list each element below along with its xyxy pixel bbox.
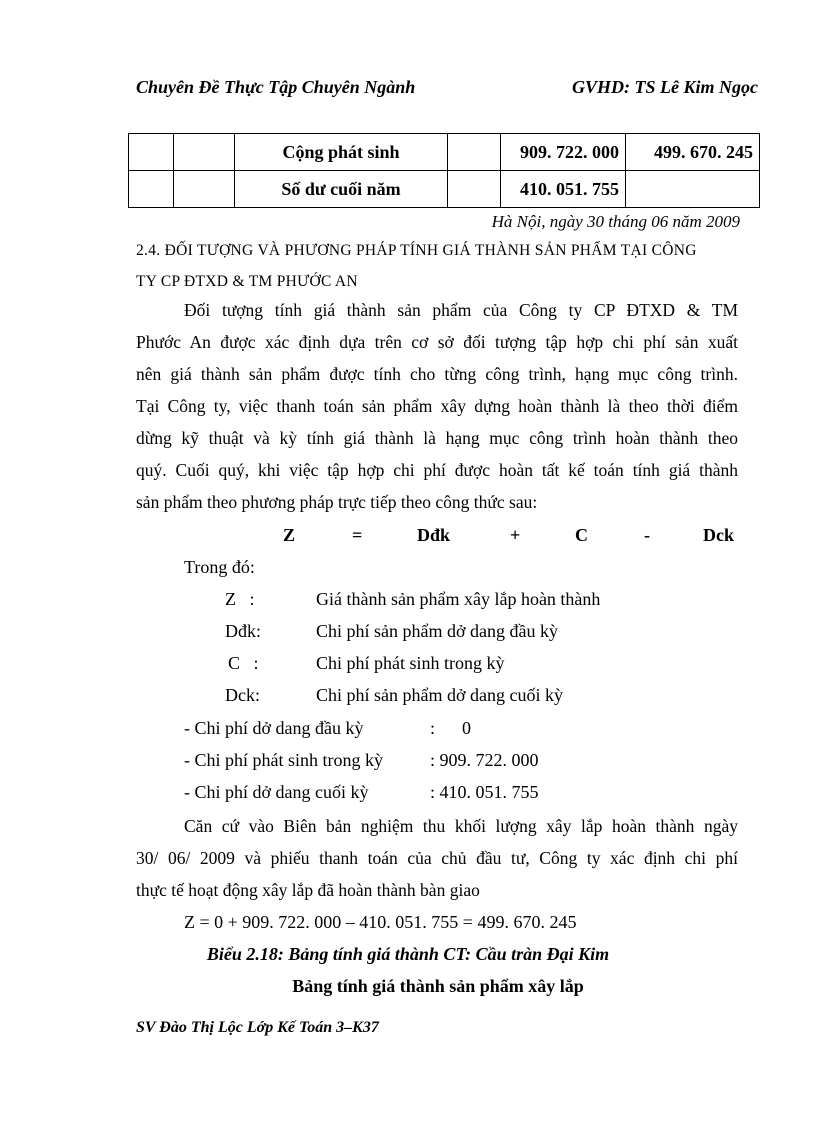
paragraph-line: Tại Công ty, việc thanh toán sản phẩm xây dựng hoàn thành là theo thời điểm xyxy=(136,396,738,416)
row-label: Số dư cuối năm xyxy=(235,171,448,208)
where-label: Trong đó: xyxy=(184,557,255,577)
row-value: 499. 670. 245 xyxy=(626,134,760,171)
row-label: Cộng phát sinh xyxy=(235,134,448,171)
table-row xyxy=(129,134,760,171)
cost-label: - Chi phí dở dang đầu kỳ xyxy=(184,718,364,738)
row-value xyxy=(626,171,760,208)
formula-minus: - xyxy=(644,525,650,545)
figure-caption: Biểu 2.18: Bảng tính giá thành CT: Cầu tràn Đại Kim xyxy=(206,944,610,964)
definition-symbol: Z : xyxy=(225,589,255,609)
paragraph-line: dừng kỹ thuật và kỳ tính giá thành là hạng mục công trình hoàn thành theo xyxy=(136,428,738,448)
table-title: Bảng tính giá thành sản phẩm xây lắp xyxy=(292,976,584,996)
cost-value: : 909. 722. 000 xyxy=(430,750,539,770)
paragraph-line: 30/ 06/ 2009 và phiếu thanh toán của chủ đầu tư, Công ty xác định chi phí xyxy=(136,848,738,868)
formula-dck: Dck xyxy=(703,525,734,545)
cost-label: - Chi phí dở dang cuối kỳ xyxy=(184,782,369,802)
row-value: 410. 051. 755 xyxy=(501,171,626,208)
cost-value: : 0 xyxy=(430,718,472,738)
header-right: GVHD: TS Lê Kim Ngọc xyxy=(572,77,758,97)
row-value: 909. 722. 000 xyxy=(501,134,626,171)
paragraph-line: Đối tượng tính giá thành sản phẩm của Công ty CP ĐTXD & TM xyxy=(184,300,738,320)
definition-symbol: Dck: xyxy=(225,685,260,705)
formula-c: C xyxy=(575,525,588,545)
definition-symbol: C : xyxy=(228,653,259,673)
paragraph-line: sản phẩm theo phương pháp trực tiếp theo công thức sau: xyxy=(136,492,538,512)
table-row xyxy=(129,171,760,208)
header-left: Chuyên Đề Thực Tập Chuyên Ngành xyxy=(136,77,416,97)
formula-plus: + xyxy=(510,525,521,545)
definition-desc: Chi phí sản phẩm dở dang cuối kỳ xyxy=(316,685,563,705)
footer: SV Đào Thị Lộc Lớp Kế Toán 3–K37 xyxy=(136,1019,379,1036)
definition-symbol: Dđk: xyxy=(225,621,261,641)
definition-desc: Giá thành sản phẩm xây lắp hoàn thành xyxy=(316,589,601,609)
paragraph-line: thực tế hoạt động xây lắp đã hoàn thành bàn giao xyxy=(136,880,480,900)
paragraph-line: nên giá thành sản phẩm được tính cho từng công trình, hạng mục công trình. xyxy=(136,364,738,384)
definition-desc: Chi phí sản phẩm dở dang đầu kỳ xyxy=(316,621,558,641)
formula-z: Z xyxy=(283,525,296,545)
section-heading-line1: 2.4. ĐỐI TƯỢNG VÀ PHƯƠNG PHÁP TÍNH GIÁ THÀNH SẢN PHẨM TẠI CÔNG xyxy=(136,242,697,259)
date-line: Hà Nội, ngày 30 tháng 06 năm 2009 xyxy=(491,212,740,231)
paragraph-line: quý. Cuối quý, khi việc tập hợp chi phí được hoàn tất kế toán tính giá thành xyxy=(136,460,738,480)
formula-ddk: Dđk xyxy=(417,525,451,545)
cost-label: - Chi phí phát sinh trong kỳ xyxy=(184,750,383,770)
paragraph-line: Phước An được xác định dựa trên cơ sở đối tượng tập hợp chi phí sản xuất xyxy=(136,332,738,352)
calculation: Z = 0 + 909. 722. 000 – 410. 051. 755 = 499. 670. 245 xyxy=(184,912,577,932)
formula-equals: = xyxy=(352,525,363,545)
cost-value: : 410. 051. 755 xyxy=(430,782,539,802)
section-heading-line2: TY CP ĐTXD & TM PHƯỚC AN xyxy=(136,273,358,290)
ledger-table xyxy=(128,133,760,208)
definition-desc: Chi phí phát sinh trong kỳ xyxy=(316,653,505,673)
paragraph-line: Căn cứ vào Biên bản nghiệm thu khối lượng xây lắp hoàn thành ngày xyxy=(184,816,738,836)
